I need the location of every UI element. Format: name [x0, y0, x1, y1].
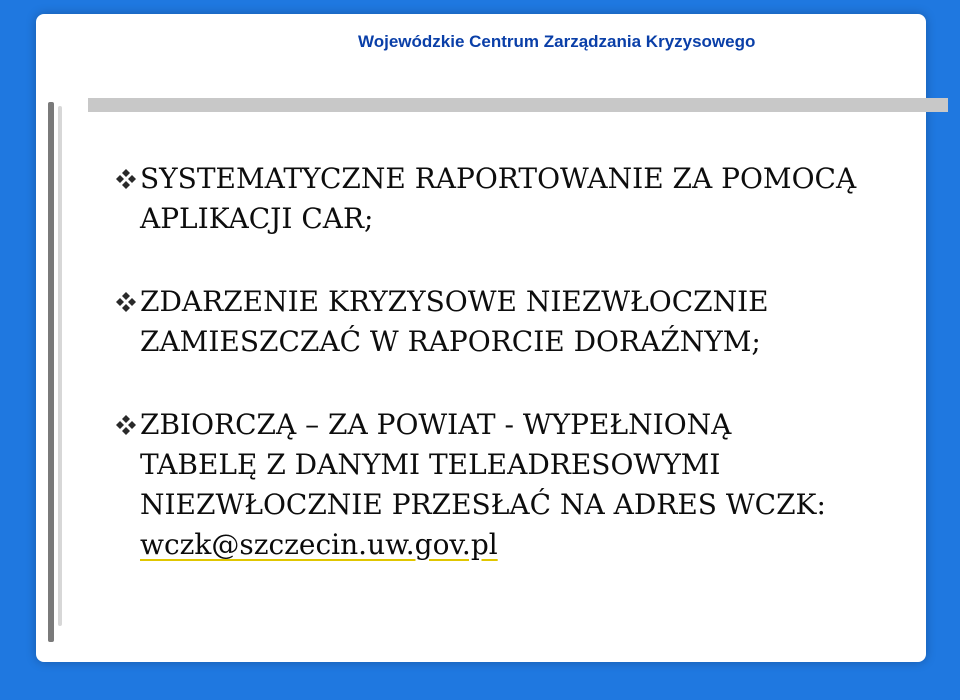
- email-link[interactable]: wczk@szczecin.uw.gov.pl: [140, 528, 498, 561]
- slide-card: [36, 14, 926, 662]
- email-link-wrapper: [140, 525, 944, 565]
- bullet-3-line-1: ZBIORCZĄ – ZA POWIAT - WYPEŁNIONĄ: [140, 408, 732, 441]
- header-rule: [88, 98, 948, 112]
- bullet-item-1: [114, 159, 944, 239]
- left-accent-bar-dark: [48, 102, 54, 642]
- bullet-3-line-3: NIEZWŁOCZNIE PRZESŁAĆ NA ADRES WCZK:: [140, 488, 826, 521]
- bullet-1-line-2: APLIKACJI CAR;: [140, 202, 374, 235]
- bullet-diamond-icon: [114, 413, 138, 437]
- header-title: Wojewódzkie Centrum Zarządzania Kryzysowego: [358, 32, 756, 51]
- bullet-item-3: [114, 405, 944, 565]
- left-accent-bar-light: [58, 106, 62, 626]
- bullet-item-2: [114, 282, 944, 362]
- bullet-1-line-1: SYSTEMATYCZNE RAPORTOWANIE ZA POMOCĄ: [140, 162, 857, 195]
- bullet-3-line-2: TABELĘ Z DANYMI TELEADRESOWYMI: [140, 448, 721, 481]
- bullet-diamond-icon: [114, 290, 138, 314]
- bullet-diamond-icon: [114, 167, 138, 191]
- content-area: [114, 159, 944, 608]
- bullet-2-line-1: ZDARZENIE KRYZYSOWE NIEZWŁOCZNIE: [140, 285, 769, 318]
- bullet-2-line-2: ZAMIESZCZAĆ W RAPORCIE DORAŹNYM;: [140, 325, 761, 358]
